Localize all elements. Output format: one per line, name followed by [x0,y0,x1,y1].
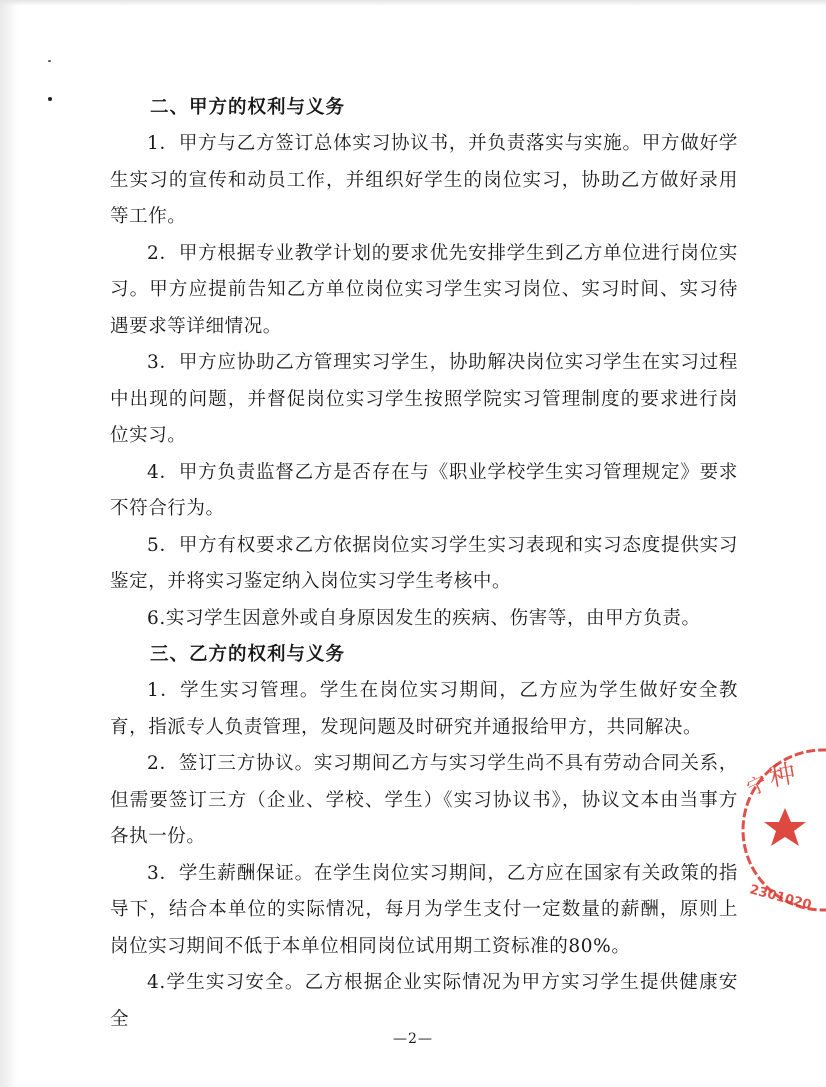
scan-speck [48,60,51,62]
clause-a-1: 1．甲方与乙方签订总体实习协议书，并负责落实与实施。甲方做好学生实习的宣传和动员工作，并组织好学生的岗位实习，协助乙方做好录用等工作。 [110,133,738,227]
clause-b-3: 3．学生薪酬保证。在学生岗位实习期间，乙方应在国家有关政策的指导下，结合本单位的实际情况，每月为学生支付一定数量的薪酬，原则上岗位实习期间不低于本单位相同岗位试用期工资标准的80%。 [110,862,738,957]
clause-a-5: 5．甲方有权要求乙方依据岗位实习学生实习表现和实习态度提供实习鉴定，并将实习鉴定纳入岗位实习学生考核中。 [110,534,738,592]
seal-code-text: 2301020 [747,882,814,914]
scan-speck [48,97,52,101]
page-number: —2— [393,1031,433,1047]
document-body [110,90,738,1038]
scan-top-shadow [0,0,826,6]
clause-a-6: 6.实习学生因意外或自身原因发生的疾病、伤害等，由甲方负责。 [147,607,701,629]
clause-b-1: 1．学生实习管理。学生在岗位实习期间，乙方应为学生做好安全教育，指派专人负责管理，发现问题及时研究并通报给甲方，共同解决。 [110,680,738,738]
seal-text-top: 种 [767,758,798,793]
section-heading-party-b: 三、乙方的权利与义务 [150,644,346,665]
scan-edge-shadow [0,0,18,1087]
seal-star-icon [764,808,806,846]
clause-b-2: 2．签订三方协议。实习期间乙方与实习学生尚不具有劳动合同关系，但需要签订三方（企业、学校、学生）《实习协议书》，协议文本由当事方各执一份。 [110,753,738,847]
clause-a-3: 3．甲方应协助乙方管理实习学生，协助解决岗位实习学生在实习过程中出现的问题，并督促岗位实习学生按照学院实习管理制度的要求进行岗位实习。 [110,352,738,446]
clause-a-4: 4．甲方负责监督乙方是否存在与《职业学校学生实习管理规定》要求不符合行为。 [110,461,738,519]
section-heading-party-a: 二、甲方的权利与义务 [150,97,346,118]
official-seal-stamp [735,738,826,918]
seal-text-side: 宁 [742,770,772,801]
clause-a-2: 2．甲方根据专业教学计划的要求优先安排学生到乙方单位进行岗位实习。甲方应提前告知乙方单位岗位实习学生实习岗位、实习时间、实习待遇要求等详细情况。 [110,242,738,337]
clause-b-4: 4.学生实习安全。乙方根据企业实际情况为甲方实习学生提供健康安全 [110,972,738,1030]
